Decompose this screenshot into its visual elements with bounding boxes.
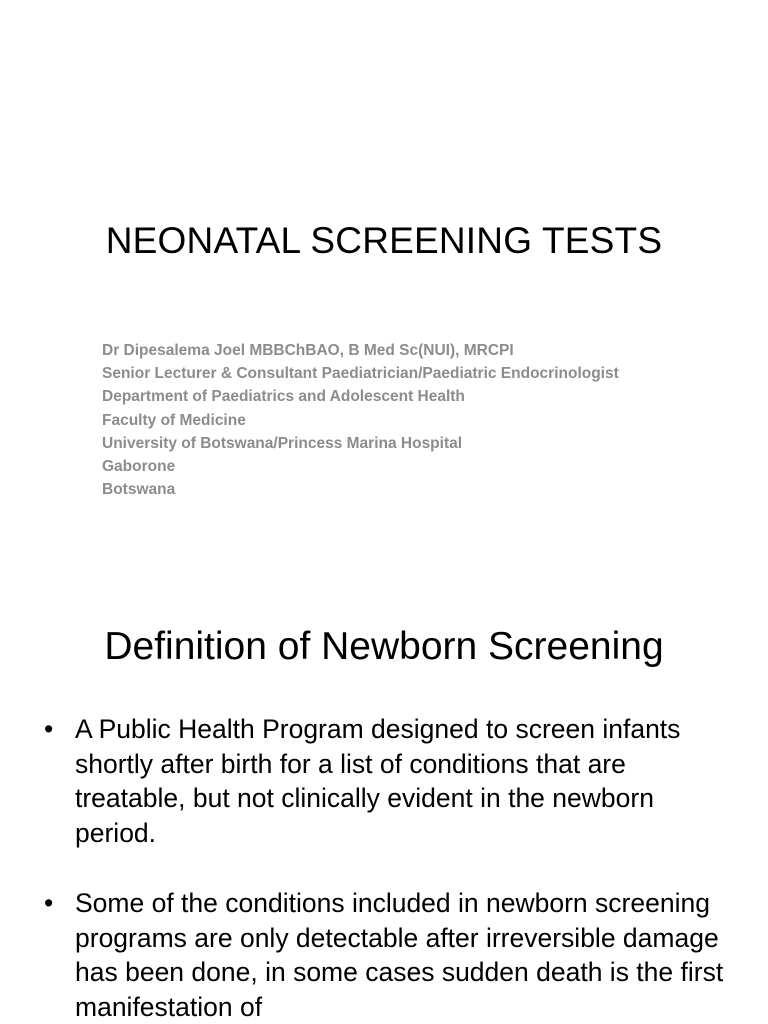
bullet-text: A Public Health Program designed to screen infants shortly after birth for a list of conditions that are treatable, but not clinically evident in the newborn period. <box>75 714 681 848</box>
slide-definition <box>0 576 768 1024</box>
slide-heading: Definition of Newborn Screening <box>104 625 664 668</box>
author-institution-line: University of Botswana/Princess Marina Hospital <box>102 434 463 452</box>
author-faculty-line: Faculty of Medicine <box>102 411 246 429</box>
presentation-title: NEONATAL SCREENING TESTS <box>105 220 663 261</box>
author-country-line: Botswana <box>102 481 176 499</box>
author-city-line: Gaborone <box>102 458 176 476</box>
bullet-dot-icon: • <box>44 714 54 744</box>
author-position-line: Senior Lecturer & Consultant Paediatrician/Paediatric Endocrinologist <box>102 365 619 383</box>
author-department-line: Department of Paediatrics and Adolescent Health <box>102 388 465 406</box>
author-details <box>102 339 619 501</box>
bullet-item <box>44 886 734 1024</box>
bullet-list <box>44 712 734 1024</box>
bullet-text: Some of the conditions included in newborn screening programs are only detectable after irreversible damage has been done, in some cases sudden death is the first manifestation of <box>75 888 724 1022</box>
author-name-line: Dr Dipesalema Joel MBBChBAO, B Med Sc(NUI), MRCPI <box>102 342 514 359</box>
bullet-item <box>44 712 734 850</box>
bullet-dot-icon: • <box>44 888 54 918</box>
